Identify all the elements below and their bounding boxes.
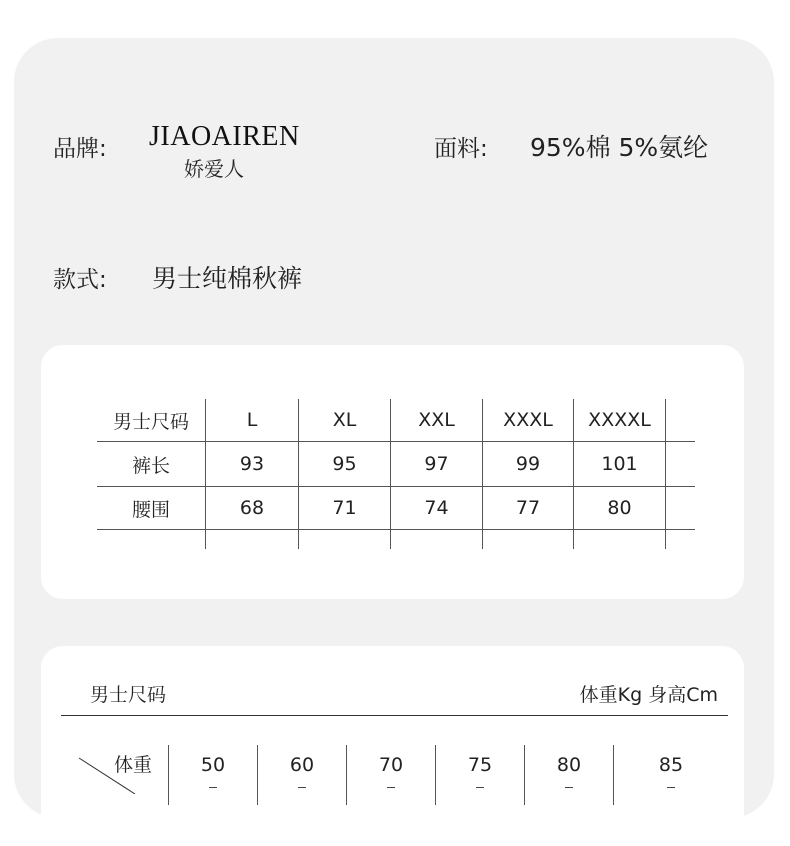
fabric-label: 面料:: [434, 136, 488, 162]
table-header-cell: XXXXL: [588, 409, 651, 431]
table-header-cell: XXXL: [503, 409, 553, 431]
weight-value: 50: [200, 754, 226, 776]
fabric-value: 95%棉 5%氨纶: [530, 133, 709, 162]
table-header-cell: XXL: [418, 409, 455, 431]
weight-table-units: 体重Kg 身高Cm: [579, 684, 718, 706]
table-row-label: 裤长: [131, 454, 170, 477]
value-tick: [298, 787, 306, 788]
table-cell: 97: [424, 453, 449, 475]
table-row-label: 腰围: [131, 498, 170, 521]
table-cell: 68: [239, 497, 265, 519]
value-tick: [209, 787, 217, 788]
table-header-cell: 男士尺码: [112, 410, 189, 433]
table-divider: [97, 529, 695, 530]
weight-value: 60: [289, 754, 315, 776]
brand-logo-en: JIAOAIREN: [149, 121, 300, 152]
table-header-cell: L: [246, 409, 258, 431]
table-cell: 77: [515, 497, 541, 519]
table-cell: 99: [515, 453, 541, 475]
weight-value: 70: [378, 754, 404, 776]
style-label: 款式:: [53, 267, 107, 293]
table-cell: 93: [239, 453, 265, 475]
weight-value: 80: [556, 754, 582, 776]
table-cell: 80: [607, 497, 632, 519]
style-value: 男士纯棉秋裤: [152, 264, 303, 293]
table-cell: 74: [424, 497, 449, 519]
table-divider: [665, 399, 666, 549]
table-header-cell: XL: [332, 409, 357, 431]
weight-value: 85: [658, 754, 684, 776]
weight-table-card: [41, 646, 744, 846]
table-cell: 71: [332, 497, 357, 519]
value-tick: [565, 787, 573, 788]
title-underline: [61, 715, 728, 716]
brand-logo-cn: 娇爱人: [184, 157, 244, 181]
size-table-card: [41, 345, 744, 599]
value-tick: [476, 787, 484, 788]
value-tick: [667, 787, 675, 788]
table-cell: 101: [601, 453, 638, 475]
brand-label: 品牌:: [53, 136, 107, 162]
corner-label: 体重: [114, 754, 153, 776]
table-cell: 95: [332, 453, 357, 475]
weight-table-title: 男士尺码: [90, 684, 167, 706]
value-tick: [387, 787, 395, 788]
weight-value: 75: [467, 754, 493, 776]
